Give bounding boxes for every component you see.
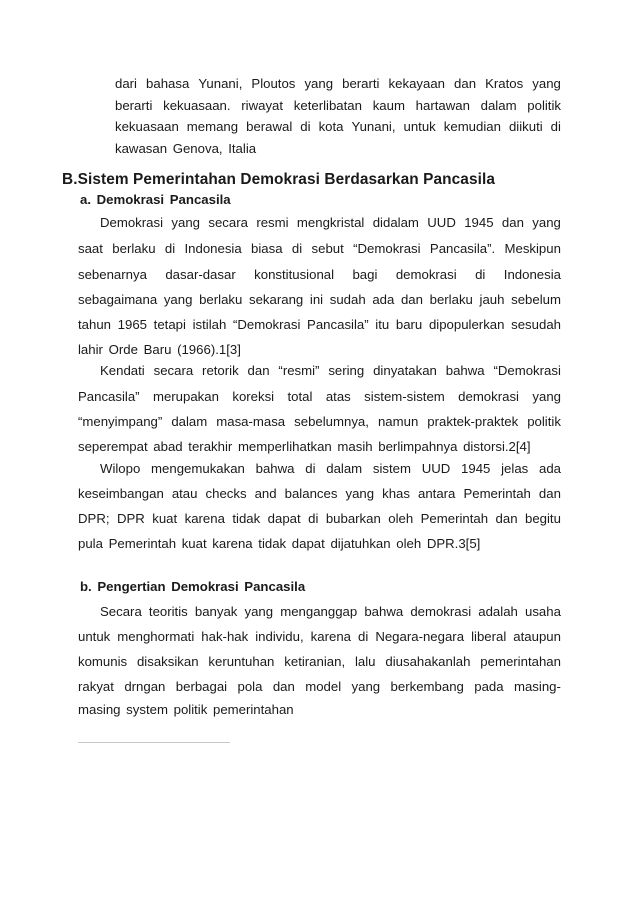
word: kekayaan bbox=[388, 76, 445, 91]
para-a-line: seperempat abad terakhir memperlihatkan masih berlimpahnya distorsi.2[4] bbox=[78, 439, 531, 454]
word: hartawan bbox=[415, 98, 470, 113]
word: Ploutos bbox=[251, 76, 296, 91]
word: tetapi bbox=[153, 317, 186, 332]
word: teoritis bbox=[148, 604, 188, 619]
word: and bbox=[254, 486, 277, 501]
word: “menyimpang” bbox=[78, 414, 163, 429]
word: balances bbox=[284, 486, 338, 501]
word: individu, bbox=[255, 629, 304, 644]
word: yang bbox=[532, 389, 561, 404]
word: dalam bbox=[480, 98, 517, 113]
word: bahwa bbox=[255, 461, 295, 476]
word: bubarkan bbox=[325, 511, 381, 526]
word: yang bbox=[351, 679, 381, 694]
word: bahwa bbox=[445, 363, 485, 378]
word: UUD bbox=[421, 461, 451, 476]
word: berarti bbox=[342, 76, 380, 91]
word: “Demokrasi bbox=[232, 317, 301, 332]
word: atau bbox=[171, 486, 198, 501]
word: mengkristal bbox=[296, 215, 365, 230]
para-b-line bbox=[78, 679, 561, 695]
word: karena bbox=[310, 629, 351, 644]
word: yang bbox=[163, 292, 193, 307]
para-a-line bbox=[78, 389, 561, 405]
word: yang bbox=[244, 604, 274, 619]
word: hak-hak bbox=[201, 629, 249, 644]
word: secara bbox=[208, 215, 248, 230]
word: konstitusional bbox=[254, 267, 335, 282]
word: memang bbox=[186, 119, 239, 134]
para-a-line bbox=[78, 292, 561, 308]
word: di bbox=[308, 511, 319, 526]
footnote-divider bbox=[78, 742, 230, 743]
word: jelas bbox=[501, 461, 529, 476]
word: “resmi” bbox=[278, 363, 320, 378]
para-a-line bbox=[78, 486, 561, 502]
word: tidak bbox=[232, 511, 261, 526]
intro-line-4: kawasan Genova, Italia bbox=[115, 141, 257, 156]
word: di bbox=[164, 241, 176, 256]
intro-line-2 bbox=[115, 98, 561, 114]
para-a-line bbox=[78, 414, 561, 430]
word: berarti bbox=[115, 98, 153, 113]
word: untuk bbox=[78, 629, 111, 644]
word: total bbox=[287, 389, 313, 404]
word: Demokrasi bbox=[100, 215, 164, 230]
word: bahasa bbox=[146, 76, 190, 91]
word: 1965 bbox=[117, 317, 148, 332]
word: Indonesia bbox=[184, 241, 242, 256]
word: demokrasi bbox=[410, 604, 472, 619]
word: koreksi bbox=[232, 389, 275, 404]
word: dalam bbox=[326, 461, 363, 476]
word: berlaku bbox=[199, 292, 243, 307]
word: diusahakanlah bbox=[385, 654, 471, 669]
word: DPR; bbox=[78, 511, 110, 526]
word: dari bbox=[115, 76, 137, 91]
word: sebelum bbox=[511, 292, 561, 307]
word: baru bbox=[395, 317, 423, 332]
word: resmi bbox=[256, 215, 289, 230]
word: Pancasila” bbox=[78, 389, 140, 404]
word: Wilopo bbox=[100, 461, 141, 476]
para-a-line bbox=[78, 511, 561, 527]
word: Yunani, bbox=[351, 119, 396, 134]
word: berawal bbox=[246, 119, 293, 134]
word: biasa bbox=[251, 241, 283, 256]
word: antara bbox=[418, 486, 456, 501]
word: dan bbox=[272, 679, 295, 694]
word: jauh bbox=[479, 292, 505, 307]
word: merupakan bbox=[152, 389, 219, 404]
word: yang bbox=[304, 76, 334, 91]
word: sekarang bbox=[248, 292, 304, 307]
word: keruntuhan bbox=[208, 654, 275, 669]
word: bagi bbox=[352, 267, 378, 282]
word: didalam bbox=[372, 215, 419, 230]
word: secara bbox=[153, 363, 194, 378]
word: sistem bbox=[372, 461, 411, 476]
para-a-line bbox=[78, 317, 561, 333]
subsection-b-title: b. Pengertian Demokrasi Pancasila bbox=[80, 579, 306, 594]
word: pemerintahan bbox=[480, 654, 561, 669]
word: kekuasaan bbox=[115, 119, 179, 134]
word: Yunani, bbox=[198, 76, 243, 91]
word: “Demokrasi bbox=[493, 363, 561, 378]
word: dalam bbox=[171, 414, 208, 429]
para-a-line bbox=[78, 241, 561, 257]
word: dan bbox=[454, 76, 477, 91]
intro-line-1 bbox=[115, 76, 561, 92]
word: bahwa bbox=[364, 604, 404, 619]
word: yang bbox=[532, 76, 561, 91]
word: Meskipun bbox=[504, 241, 561, 256]
word: istilah bbox=[192, 317, 227, 332]
word: demokrasi bbox=[458, 389, 519, 404]
para-b-line bbox=[100, 604, 561, 620]
word: pola bbox=[237, 679, 263, 694]
word: khas bbox=[382, 486, 410, 501]
intro-line-3 bbox=[115, 119, 561, 135]
word: berlaku bbox=[112, 241, 156, 256]
word: yang bbox=[171, 215, 200, 230]
word: karena bbox=[184, 511, 225, 526]
word: Pemerintah bbox=[420, 511, 489, 526]
word: UUD bbox=[427, 215, 456, 230]
word: keseimbangan bbox=[78, 486, 164, 501]
word: 1945 bbox=[461, 461, 491, 476]
word: pada bbox=[474, 679, 504, 694]
word: sebenarnya bbox=[78, 267, 147, 282]
word: di bbox=[550, 119, 561, 134]
word: dasar-dasar bbox=[165, 267, 236, 282]
word: berkembang bbox=[390, 679, 464, 694]
word: sebelumnya, bbox=[294, 414, 369, 429]
word: retorik bbox=[202, 363, 239, 378]
word: di bbox=[358, 629, 369, 644]
para-a-line bbox=[100, 363, 561, 379]
word: Kendati bbox=[100, 363, 145, 378]
word: di bbox=[300, 119, 311, 134]
para-a-line bbox=[78, 267, 561, 283]
word: namun bbox=[377, 414, 419, 429]
word: masa-masa bbox=[216, 414, 286, 429]
word: keterlibatan bbox=[293, 98, 362, 113]
word: atas bbox=[325, 389, 351, 404]
word: kekuasaan. bbox=[163, 98, 231, 113]
word: drngan bbox=[124, 679, 166, 694]
word: yang bbox=[532, 215, 561, 230]
subsection-a-title: a. Demokrasi Pancasila bbox=[80, 192, 231, 207]
word: saat bbox=[78, 241, 103, 256]
word: praktek-praktek bbox=[427, 414, 519, 429]
word: menghormati bbox=[117, 629, 195, 644]
word: di bbox=[305, 461, 316, 476]
word: Indonesia bbox=[503, 267, 561, 282]
word: diikuti bbox=[508, 119, 543, 134]
word: rakyat bbox=[78, 679, 114, 694]
word: menganggap bbox=[280, 604, 358, 619]
word: dan bbox=[538, 486, 561, 501]
word: ataupun bbox=[513, 629, 561, 644]
word: dan bbox=[400, 292, 423, 307]
para-a-line: pula Pemerintah kuat karena tidak dapat dijatuhkan oleh DPR.3[5] bbox=[78, 536, 481, 551]
word: itu bbox=[375, 317, 390, 332]
word: kaum bbox=[372, 98, 405, 113]
word: yang bbox=[345, 486, 375, 501]
word: di bbox=[291, 241, 303, 256]
word: kota bbox=[318, 119, 344, 134]
word: ada bbox=[538, 461, 561, 476]
para-b-line: masing system politik pemerintahan bbox=[78, 702, 294, 717]
word: ketiranian, bbox=[284, 654, 346, 669]
word: 1945 bbox=[464, 215, 494, 230]
word: Pemerintah bbox=[463, 486, 531, 501]
para-a-line bbox=[100, 461, 561, 477]
word: komunis bbox=[78, 654, 128, 669]
word: liberal bbox=[471, 629, 507, 644]
word: kuat bbox=[152, 511, 178, 526]
word: untuk bbox=[403, 119, 436, 134]
word: berbagai bbox=[175, 679, 228, 694]
para-b-line bbox=[78, 629, 561, 645]
word: oleh bbox=[388, 511, 414, 526]
word: tahun bbox=[78, 317, 112, 332]
word: sesudah bbox=[511, 317, 561, 332]
word: adalah bbox=[478, 604, 518, 619]
word: Pancasila”. bbox=[429, 241, 496, 256]
word: masing- bbox=[513, 679, 561, 694]
word: disaksikan bbox=[136, 654, 199, 669]
word: demokrasi bbox=[395, 267, 457, 282]
word: sistem-sistem bbox=[364, 389, 445, 404]
word: ada bbox=[372, 292, 395, 307]
word: dapat bbox=[267, 511, 301, 526]
word: sebagaimana bbox=[78, 292, 158, 307]
word: DPR bbox=[116, 511, 145, 526]
word: dan bbox=[247, 363, 270, 378]
word: “Demokrasi bbox=[353, 241, 421, 256]
word: di bbox=[475, 267, 486, 282]
word: usaha bbox=[524, 604, 561, 619]
word: sering bbox=[328, 363, 365, 378]
word: mengemukakan bbox=[151, 461, 245, 476]
word: kemudian bbox=[443, 119, 501, 134]
word: checks bbox=[205, 486, 247, 501]
word: Kratos bbox=[485, 76, 524, 91]
word: sebut bbox=[311, 241, 344, 256]
word: politik bbox=[527, 414, 561, 429]
word: sudah bbox=[329, 292, 366, 307]
word: lalu bbox=[354, 654, 376, 669]
section-heading: B.Sistem Pemerintahan Demokrasi Berdasarkan Pancasila bbox=[62, 171, 496, 188]
word: Pancasila” bbox=[307, 317, 369, 332]
word: begitu bbox=[524, 511, 561, 526]
word: dipopulerkan bbox=[428, 317, 505, 332]
word: ini bbox=[309, 292, 324, 307]
para-a-line bbox=[100, 215, 561, 231]
word: Secara bbox=[100, 604, 142, 619]
word: banyak bbox=[194, 604, 238, 619]
word: riwayat bbox=[241, 98, 284, 113]
word: politik bbox=[527, 98, 561, 113]
word: model bbox=[305, 679, 342, 694]
word: berlaku bbox=[429, 292, 473, 307]
word: dan bbox=[495, 511, 518, 526]
word: dan bbox=[501, 215, 524, 230]
para-b-line bbox=[78, 654, 561, 670]
word: dinyatakan bbox=[373, 363, 437, 378]
para-a-line: lahir Orde Baru (1966).1[3] bbox=[78, 342, 241, 357]
word: Negara-negara bbox=[375, 629, 465, 644]
